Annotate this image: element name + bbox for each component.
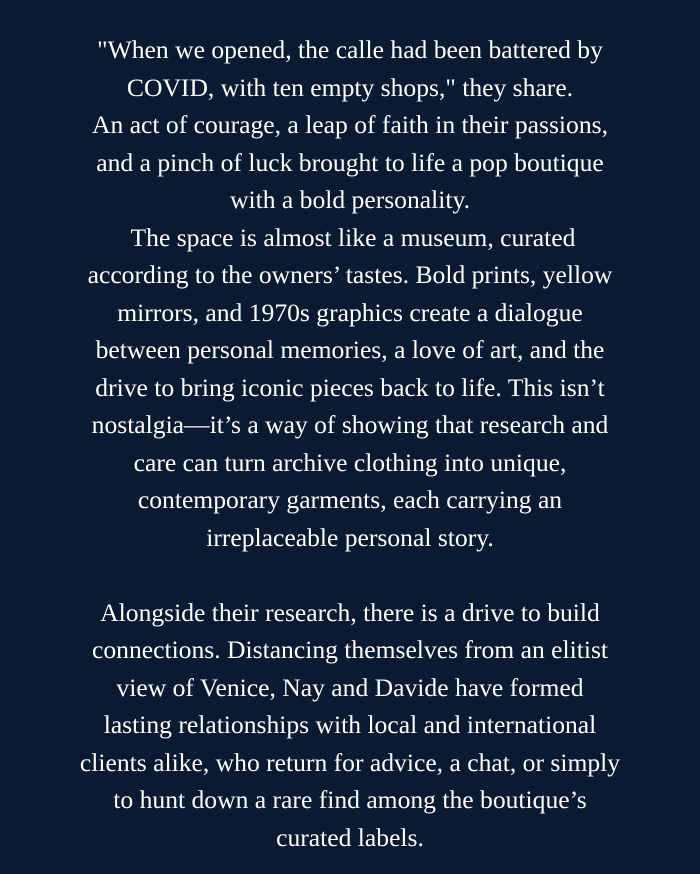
text-line: and a pinch of luck brought to life a pop boutique xyxy=(96,147,604,177)
text-line: contemporary garments, each carrying an xyxy=(137,485,563,514)
text-line: nostalgia—it’s a way of showing that research and xyxy=(91,410,609,439)
paragraph-spacer xyxy=(40,556,660,594)
text-line: An act of courage, a leap of faith in their passions, xyxy=(92,110,608,139)
text-line: connections. Distancing themselves from an elitist xyxy=(91,635,609,664)
article-paragraph-1 xyxy=(40,31,660,556)
text-line: lasting relationships with local and international xyxy=(103,710,597,739)
text-line: with a bold personality. xyxy=(229,185,471,214)
text-line: curated labels. xyxy=(276,822,424,852)
article-paragraph-2 xyxy=(40,594,660,857)
text-line: clients alike, who return for advice, a chat, or simply xyxy=(79,747,621,777)
text-line: care can turn archive clothing into unique, xyxy=(133,447,567,477)
text-line: Alongside their research, there is a drive to build xyxy=(100,597,600,627)
text-line: drive to bring iconic pieces back to life. This isn’t xyxy=(95,372,605,402)
text-line: according to the owners’ tastes. Bold prints, yellow xyxy=(87,260,613,289)
text-line: "When we opened, the calle had been battered by xyxy=(97,35,603,64)
text-line: COVID, with ten empty shops," they share. xyxy=(126,72,574,102)
text-line: The space is almost like a museum, curated xyxy=(124,222,576,252)
text-line: between personal memories, a love of art, and the xyxy=(95,335,605,364)
text-line: irreplaceable personal story. xyxy=(206,522,494,552)
text-line: view of Venice, Nay and Davide have formed xyxy=(116,672,584,702)
text-line: to hunt down a rare find among the boutique’s xyxy=(113,785,587,814)
text-line: mirrors, and 1970s graphics create a dialogue xyxy=(117,297,583,327)
